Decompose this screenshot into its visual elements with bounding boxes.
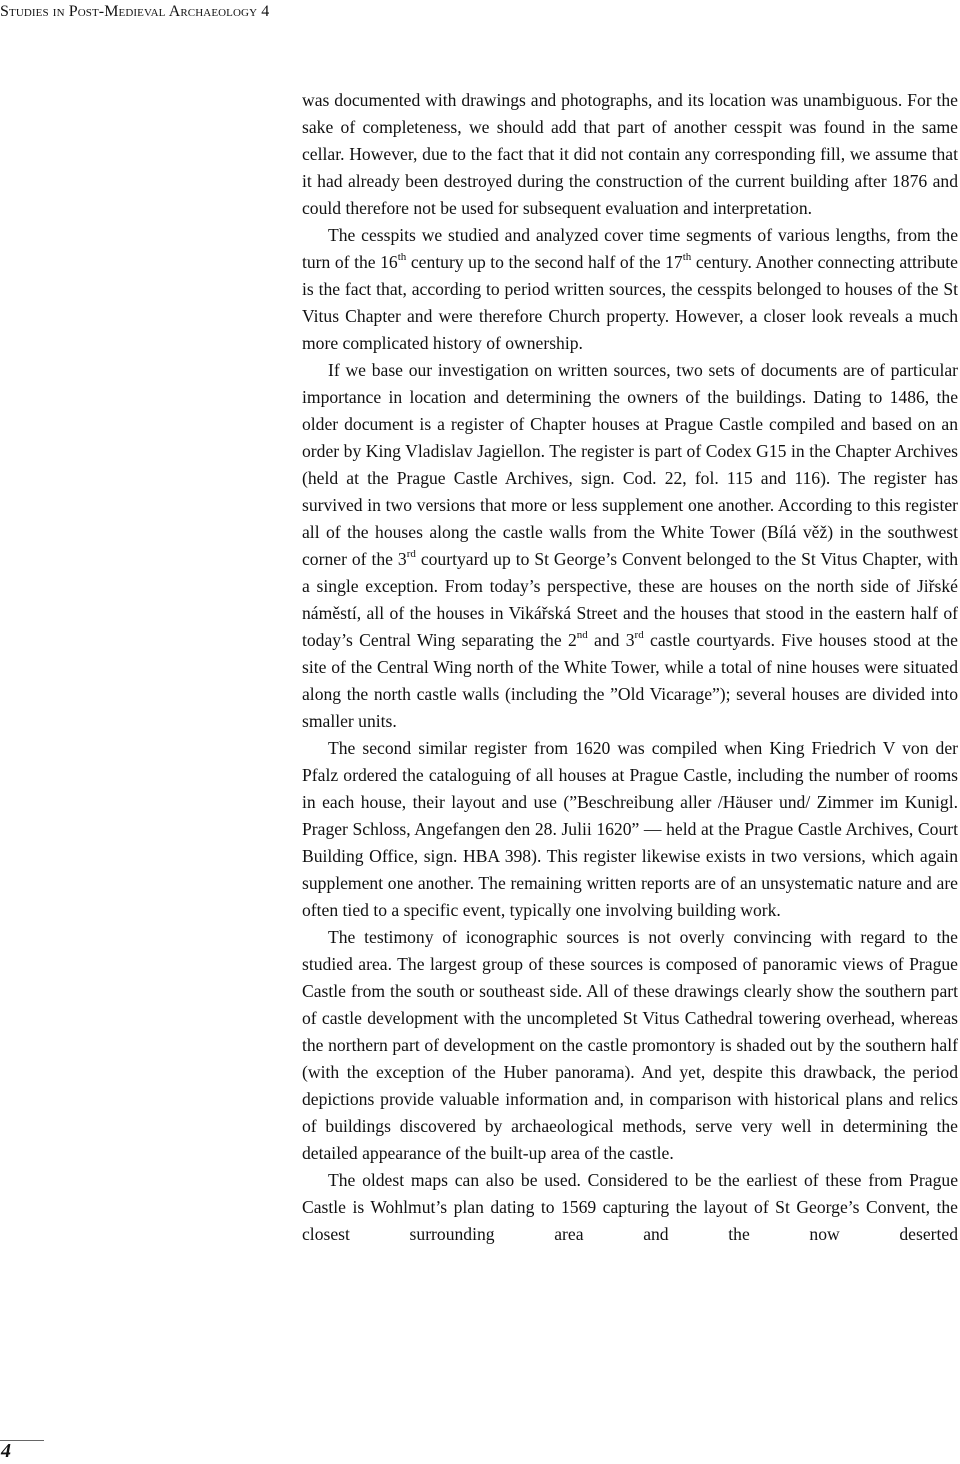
body-paragraph	[302, 924, 958, 1167]
text-run: If we base our investigation on written sources, two sets of documents are of particular importance in location and determining the owners of the buildings. Dating to 1486, the older document is a register of Chapter houses at Prague Castle compiled and based on an order by King Vladislav Jagiellon. The register is part of Codex G15 in the Chapter Archives (held at the Prague Castle Archives, sign. Cod. 22, fol. 115 and 116). The register has survived in two versions that more or less supplement one another. According to this register all of the houses along the castle walls from the White Tower (Bílá věž) in the southwest corner of the 3	[302, 360, 958, 569]
text-run: courtyard up to St George’s Convent belonged to the St Vitus Chapter, with a single exception. From today’s perspective, these are houses on the north side of Jiřské náměstí, all of the houses in Vikářská Street and the houses that stood in the eastern half of today’s Central Wing separating the 2	[302, 549, 958, 650]
article-body	[302, 87, 958, 1248]
running-header: Studies in Post-Medieval Archaeology 4	[0, 3, 270, 20]
superscript: th	[397, 251, 407, 264]
body-paragraph	[302, 357, 958, 735]
text-run: was documented with drawings and photographs, and its location was unambiguous. For the sake of completeness, we should add that part of another cesspit was found in the same cellar. However, due to the fact that it did not contain any corresponding fill, we assume that it had already been destroyed during the construction of the current building after 1876 and could therefore not be used for subsequent evaluation and interpretation.	[302, 90, 958, 218]
superscript: rd	[406, 548, 416, 561]
superscript: th	[682, 251, 692, 264]
text-run: The second similar register from 1620 was compiled when King Friedrich V von der Pfalz ordered the cataloguing of all houses at Prague Castle, including the number of rooms in each house, their layout and use (”Beschreibung aller /Häuser und/ Zimmer im Kunigl. Prager Schloss, Angefangen den 28. Julii 1620” — held at the Prague Castle Archives, Court Building Office, sign. HBA 398). This register likewise exists in two versions, which again supplement one another. The remaining written reports are of an unsystematic nature and are often tied to a specific event, typically one involving building work.	[302, 738, 958, 920]
text-run: The cesspits we studied and analyzed cover time segments of various lengths, from the turn of the 16	[302, 225, 958, 272]
body-paragraph	[302, 87, 958, 222]
superscript: nd	[576, 629, 588, 642]
body-paragraph	[302, 735, 958, 924]
body-paragraph	[302, 1167, 958, 1248]
text-run: century. Another connecting attribute is the fact that, according to period written sources, the cesspits belonged to houses of the St Vitus Chapter and were therefore Church property. However, a closer look reveals a much more complicated history of ownership.	[302, 252, 958, 353]
body-paragraph	[302, 222, 958, 357]
superscript: rd	[634, 629, 644, 642]
text-run: The testimony of iconographic sources is not overly convincing with regard to the studied area. The largest group of these sources is composed of panoramic views of Prague Castle from the south or southeast side. All of these drawings clearly show the southern part of castle development with the uncompleted St Vitus Cathedral towering overhead, whereas the northern part of development on the castle promontory is shaded out by the southern half (with the exception of the Huber panorama). And yet, despite this drawback, the period depictions provide valuable information and, in comparison with historical plans and relics of buildings discovered by archaeological methods, serve very well in determining the detailed appearance of the built-up area of the castle.	[302, 927, 958, 1163]
text-run: and 3	[587, 630, 635, 650]
text-run: The oldest maps can also be used. Considered to be the earliest of these from Prague Castle is Wohlmut’s plan dating to 1569 capturing the layout of St George’s Convent, the closest surrounding area and the now deserted	[302, 1170, 958, 1244]
page-number: 4	[1, 1440, 11, 1462]
text-run: century up to the second half of the 17	[406, 252, 683, 272]
text-run: castle courtyards. Five houses stood at the site of the Central Wing north of the White Tower, while a total of nine houses were situated along the north castle walls (including the ”Old Vicarage”); several houses are divided into smaller units.	[302, 630, 958, 731]
